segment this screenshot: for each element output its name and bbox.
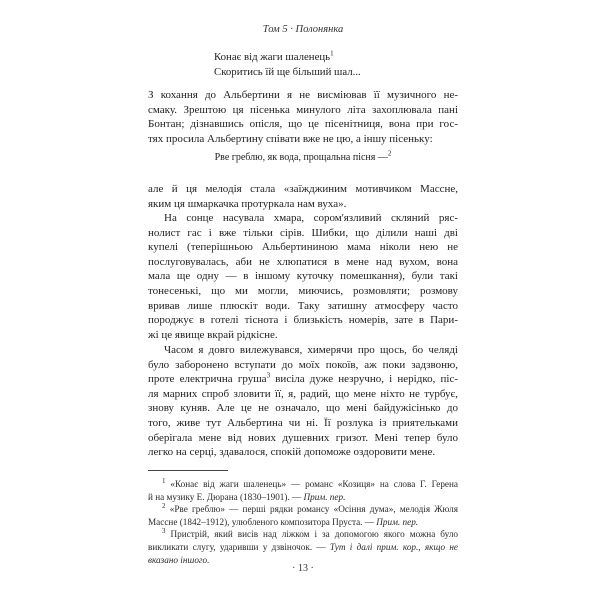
paragraph-3 xyxy=(148,211,458,342)
text-line: послуговувалась, аби не хлюпатися в мене над вухом, вона xyxy=(148,255,458,268)
verse-line-2: Скоритись їй ще більший шал... xyxy=(214,66,361,78)
paragraph-4 xyxy=(148,343,458,460)
text-line: мала ще одну — в іншому куточку помешкання), були такі xyxy=(148,270,458,283)
footnote-1-cont: й на музику Е. Дюрана (1830–1901). — Прим. пер. xyxy=(148,491,346,502)
footnote-ref-1[interactable]: 1 xyxy=(330,49,334,58)
footnote-ref-3[interactable]: 3 xyxy=(266,371,271,380)
footnote-3: $^3$ Пристрій, який висів над ліжком і за допомогою якого можна було xyxy=(162,527,459,540)
paragraph-1 xyxy=(148,88,458,146)
footnote-3-cont: викликати слугу, ударивши у дзвіночок. — Тут і далі прим. кор., якщо не xyxy=(148,541,458,552)
footnote-ref-2[interactable]: 2 xyxy=(387,149,392,158)
text-line: яким ця шмаркачка протуркала нам вуха». xyxy=(148,197,347,210)
text-line: Бонтан; дізнавшись опісля, що це пісенітниця, вона при гос- xyxy=(148,118,458,131)
verse-epigraph xyxy=(214,50,361,80)
text-line: знову куняв. Але це не означало, що мені байдужісінько до xyxy=(148,402,458,415)
text-line: проте електрична груша$^3$ висіла дуже незручно, і нерідко, піс- xyxy=(148,371,458,386)
verse-line-1: Конає від жаги шаленець$^1$ xyxy=(214,49,334,63)
text-line: легко на серці, здавалося, спокій допоможе оздоровити мене. xyxy=(148,446,436,459)
text-line: На сонце насувала хмара, сором'язливий скляний ряс- xyxy=(164,212,458,224)
text-line: купелі (теперішньою Альбертининою мама ніколи нею не xyxy=(148,241,458,254)
text-line: тонесенькі, що ми могли, миючись, розмовляти; розмову xyxy=(148,284,458,297)
text-line: вривав лише плюскіт води. Таку затишну атмосферу часто xyxy=(148,299,458,312)
text-line: але й ця мелодія стала «заїжджиним мотивчиком Массне, xyxy=(148,183,458,195)
paragraph-2 xyxy=(148,182,458,211)
footnote-2-cont: Массне (1842–1912), улюбленого композитора Пруста. — Прим. пер. xyxy=(148,516,419,527)
footnotes xyxy=(148,478,458,566)
running-head: Том 5 · Полонянка xyxy=(262,24,344,35)
book-page xyxy=(148,0,458,600)
footnote-2: $^2$ «Рве греблю» — перші рядки романсу «Осіння дума», мелодія Жюля xyxy=(162,502,458,515)
text-line: смаку. Зрештою ця пісенька минулого літа захоплювала пані xyxy=(148,103,458,116)
text-line: З кохання до Альбертини я не висміював її музичного не- xyxy=(148,89,458,101)
text-line: породжує в готелі тіснота і близькість номерів, зате в Пари- xyxy=(148,314,458,327)
text-line: було заборонено вступати до моїх покоїв, аж поки задзвоню, xyxy=(148,358,458,371)
footnote-1: $^1$ «Конає від жаги шаленець» — романс «Козиця» на слова Г. Герена xyxy=(162,476,458,489)
text-line: нолист гас і вже тільки сірів. Шибки, що ділили наші дві xyxy=(148,226,458,239)
text-line: того, живе тут Альбертина чи ні. Її розлука із приятельками xyxy=(148,416,458,429)
text-line: оберігала мене від нових душевних гризот. Мені тепер було xyxy=(148,431,458,444)
text-line: тях просила Альбертину співати вже не цю, а іншу пісеньку: xyxy=(148,132,433,145)
song-quote: Рве греблю, як вода, прощальна пісня —$^2$ xyxy=(214,149,392,163)
page-number: · 13 · xyxy=(292,563,314,574)
text-line: Часом я довго вилежувався, химерячи про щось, бо челяді xyxy=(164,344,458,356)
text-line: ля марних спроб зловити її, я, радий, що мене ніхто не турбує, xyxy=(148,387,458,400)
text-line: жі це явище вкрай рідкісне. xyxy=(148,328,278,341)
footnote-divider xyxy=(148,470,228,471)
footnote-3-cont-2: вказано іншого. xyxy=(148,554,210,565)
